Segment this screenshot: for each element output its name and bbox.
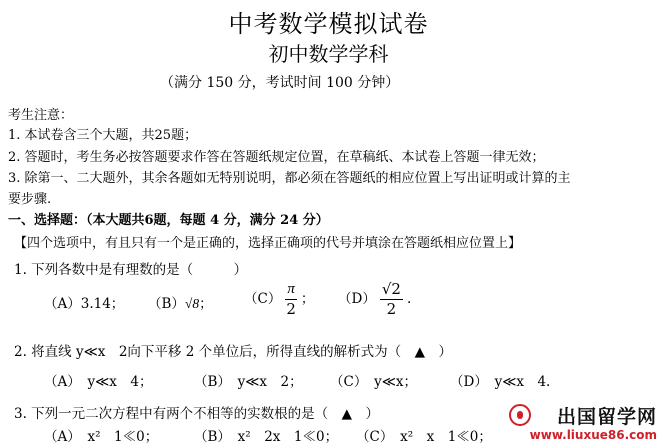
option-c-label: （C）: [244, 291, 282, 307]
document-title: 中考数学模拟试卷: [228, 10, 429, 38]
option-b-suffix: ；: [199, 296, 213, 312]
option-c-numerator: π: [285, 282, 297, 300]
question-3-stem: 3. 下列一元二次方程中有两个不相等的实数根的是（ ▲ ）: [14, 406, 380, 422]
question-1-option-b: [148, 292, 213, 312]
section-instruction: 【四个选项中，有且只有一个是正确的，选择正确项的代号并填涂在答题纸相应位置上】: [14, 236, 522, 251]
notice-item-3: 3. 除第一、二大题外，其余各题如无特别说明，都必须在答题纸的相应位置上写出证明或计算的主: [8, 171, 571, 186]
question-1-stem: 1. 下列各数中是有理数的是（ ）: [14, 262, 248, 278]
question-3-option-c: （C） x² x 1≪0；: [356, 429, 492, 445]
option-d-suffix: .: [406, 291, 412, 307]
notice-heading: 考生注意：: [8, 108, 74, 123]
option-b-radical: √8: [184, 296, 200, 311]
option-c-fraction: [285, 282, 297, 317]
watermark-url: www.liuxue86.com: [529, 428, 657, 442]
question-2-option-d: （D） y≪x 4.: [450, 374, 551, 390]
site-watermark: [507, 402, 657, 447]
option-d-denominator: 2: [386, 300, 397, 318]
section-title: 一、选择题：（本大题共6题，每题 4 分，满分 24 分）: [8, 213, 329, 228]
option-b-label: （B）: [148, 296, 185, 312]
notice-item-3-cont: 要步骤.: [8, 192, 52, 207]
question-2-option-c: （C） y≪x；: [330, 374, 417, 390]
notice-item-1: 1. 本试卷含三个大题，共25题；: [8, 128, 198, 143]
option-d-label: （D）: [338, 291, 376, 307]
question-1-option-d: [338, 282, 411, 317]
question-2-option-a: （A） y≪x 4；: [44, 374, 153, 390]
watermark-title: 出国留学网: [556, 406, 657, 428]
option-c-denominator: 2: [286, 300, 296, 318]
option-d-fraction: [380, 282, 403, 317]
question-2-stem: 2. 将直线 y≪x 2向下平移 2 个单位后，所得直线的解析式为（ ▲ ）: [14, 344, 452, 360]
exam-meta: （满分 150 分，考试时间 100 分钟）: [160, 75, 400, 91]
notice-item-2: 2. 答题时，考生务必按答题要求作答在答题纸规定位置，在草稿纸、本试卷上答题一律无效；: [8, 150, 545, 165]
question-1-option-a: （A）3.14；: [44, 296, 125, 312]
question-3-option-a: （A） x² 1≪0；: [44, 429, 159, 445]
question-2-option-b: （B） y≪x 2；: [194, 374, 303, 390]
option-c-suffix: ；: [300, 291, 315, 307]
option-d-numerator: √2: [381, 280, 401, 298]
question-3-option-b: （B） x² 2x 1≪0；: [194, 429, 339, 445]
document-subtitle: 初中数学学科: [268, 42, 389, 66]
question-1-option-c: [244, 282, 314, 317]
